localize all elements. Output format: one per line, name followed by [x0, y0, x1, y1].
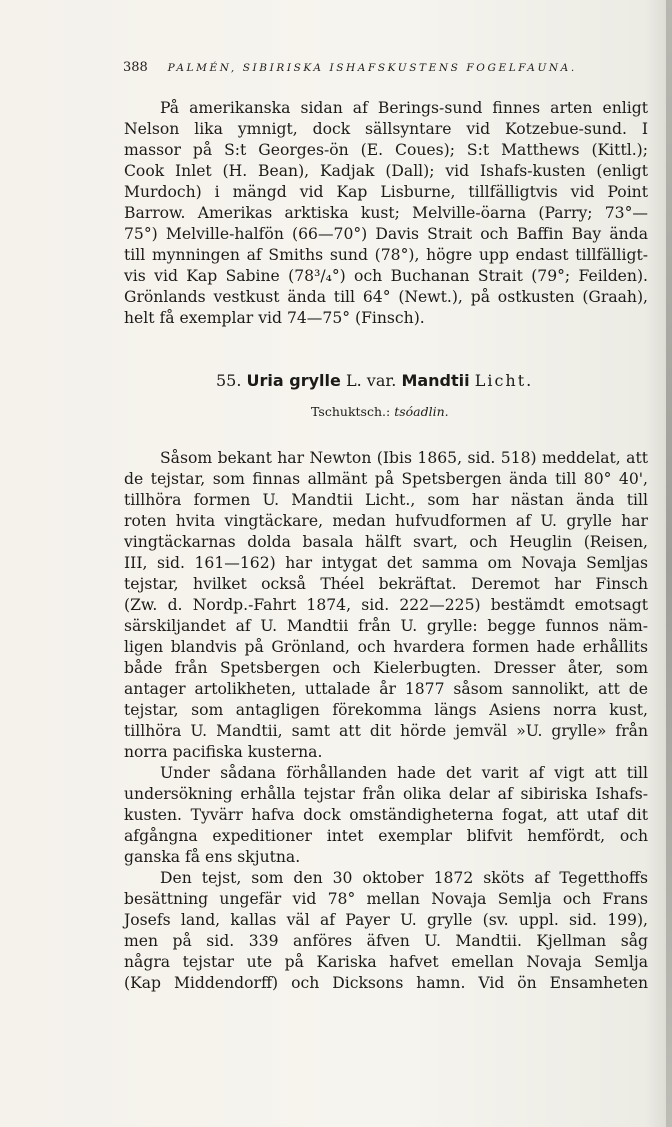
paragraph-4	[124, 868, 648, 994]
text-line: besättning ungefär vid 78° mellan Novaja Semlja och Frans	[124, 890, 648, 908]
vernacular-label: Tschuktsch.:	[311, 404, 391, 419]
running-title: PALMÉN, SIBIRISKA ISHAFSKUSTENS FOGELFAUNA.	[167, 62, 577, 74]
text-line: Den tejst, som den 30 oktober 1872 sköts af Tegetthoffs	[160, 869, 648, 887]
species-heading	[216, 371, 533, 390]
text-line: helt få exemplar vid 74—75° (Finsch).	[124, 309, 425, 327]
paragraph-3	[124, 763, 648, 868]
species-name: Uria grylle	[246, 371, 341, 390]
text-line: antager artolikheten, uttalade år 1877 såsom sannolikt, att de	[124, 680, 648, 698]
text-line: Cook Inlet (H. Bean), Kadjak (Dall); vid Ishafs-kusten (enligt	[124, 162, 648, 180]
variety-author: Licht.	[474, 371, 534, 390]
text-line: Såsom bekant har Newton (Ibis 1865, sid. 518) meddelat, att	[160, 449, 648, 467]
text-line: Josefs land, kallas väl af Payer U. grylle (sv. uppl. sid. 199),	[124, 911, 648, 929]
page-number: 388	[123, 60, 148, 75]
text-line: kusten. Tyvärr hafva dock omständigheterna fogat, att utaf dit	[124, 806, 648, 824]
vernacular-name	[311, 404, 449, 419]
page-edge	[666, 0, 672, 1127]
text-line: men på sid. 339 anföres äfven U. Mandtii. Kjellman såg	[124, 932, 648, 950]
text-line: Under sådana förhållanden hade det varit af vigt att till	[160, 764, 648, 782]
page-header	[123, 60, 643, 75]
text-line: På amerikanska sidan af Berings-sund finnes arten enligt	[160, 99, 648, 117]
text-line: till mynningen af Smiths sund (78°), högre upp endast tillfälligt-	[124, 246, 648, 264]
text-line: tejstar, som antagligen förekomma längs Asiens norra kust,	[124, 701, 648, 719]
text-line: de tejstar, som finnas allmänt på Spetsbergen ända till 80° 40',	[124, 470, 648, 488]
species-number: 55.	[216, 371, 242, 390]
paragraph-2	[124, 448, 648, 763]
text-line: (Zw. d. Nordp.-Fahrt 1874, sid. 222—225) bestämdt emotsagt	[124, 596, 648, 614]
vernacular-term: tsóadlin.	[394, 404, 449, 419]
text-line: ligen blandvis på Grönland, och hvardera formen hade erhållits	[124, 638, 648, 656]
text-line: III, sid. 161—162) har intygat det samma om Novaja Semljas	[124, 554, 648, 572]
text-line: tejstar, hvilket också Théel bekräftat. Deremot har Finsch	[124, 575, 648, 593]
text-line: massor på S:t Georges-ön (E. Coues); S:t Matthews (Kittl.);	[124, 141, 648, 159]
text-line: särskiljandet af U. Mandtii från U. grylle: begge funnos näm-	[124, 617, 648, 635]
text-line: tillhöra formen U. Mandtii Licht., som har nästan ända till	[124, 491, 648, 509]
text-line: (Kap Middendorff) och Dicksons hamn. Vid ön Ensamheten	[124, 974, 648, 992]
variety-label: var.	[366, 371, 397, 390]
text-line: Murdoch) i mängd vid Kap Lisburne, tillfälligtvis vid Point	[124, 183, 648, 201]
text-line: några tejstar ute på Kariska hafvet emellan Novaja Semlja	[124, 953, 648, 971]
text-line: Grönlands vestkust ända till 64° (Newt.), på ostkusten (Graah),	[124, 288, 648, 306]
text-line: undersökning erhålla tejstar från olika delar af sibiriska Ishafs-	[124, 785, 648, 803]
text-line: 75°) Melville-halfön (66—70°) Davis Strait och Baffin Bay ända	[124, 225, 648, 243]
text-line: både från Spetsbergen och Kielerbugten. Dresser åter, som	[124, 659, 648, 677]
text-line: vingtäckarnas dolda basala hälft svart, och Heuglin (Reisen,	[124, 533, 648, 551]
text-line: Barrow. Amerikas arktiska kust; Melville-öarna (Parry; 73°—	[124, 204, 648, 222]
text-line: ganska få ens skjutna.	[124, 848, 301, 866]
text-line: vis vid Kap Sabine (78³/₄°) och Buchanan Strait (79°; Feilden).	[124, 267, 648, 285]
text-line: Nelson lika ymnigt, dock sällsyntare vid Kotzebue-sund. I	[124, 120, 648, 138]
text-line: afgångna expeditioner intet exemplar blifvit hemfördt, och	[124, 827, 648, 845]
variety-name: Mandtii	[401, 371, 470, 390]
text-line: tillhöra U. Mandtii, samt att dit hörde jemväl »U. grylle» från	[124, 722, 648, 740]
paragraph-1	[124, 98, 648, 329]
text-line: roten hvita vingtäckare, medan hufvudformen af U. grylle har	[124, 512, 648, 530]
species-author: L.	[345, 371, 362, 390]
text-line: norra pacifiska kusterna.	[124, 743, 323, 761]
